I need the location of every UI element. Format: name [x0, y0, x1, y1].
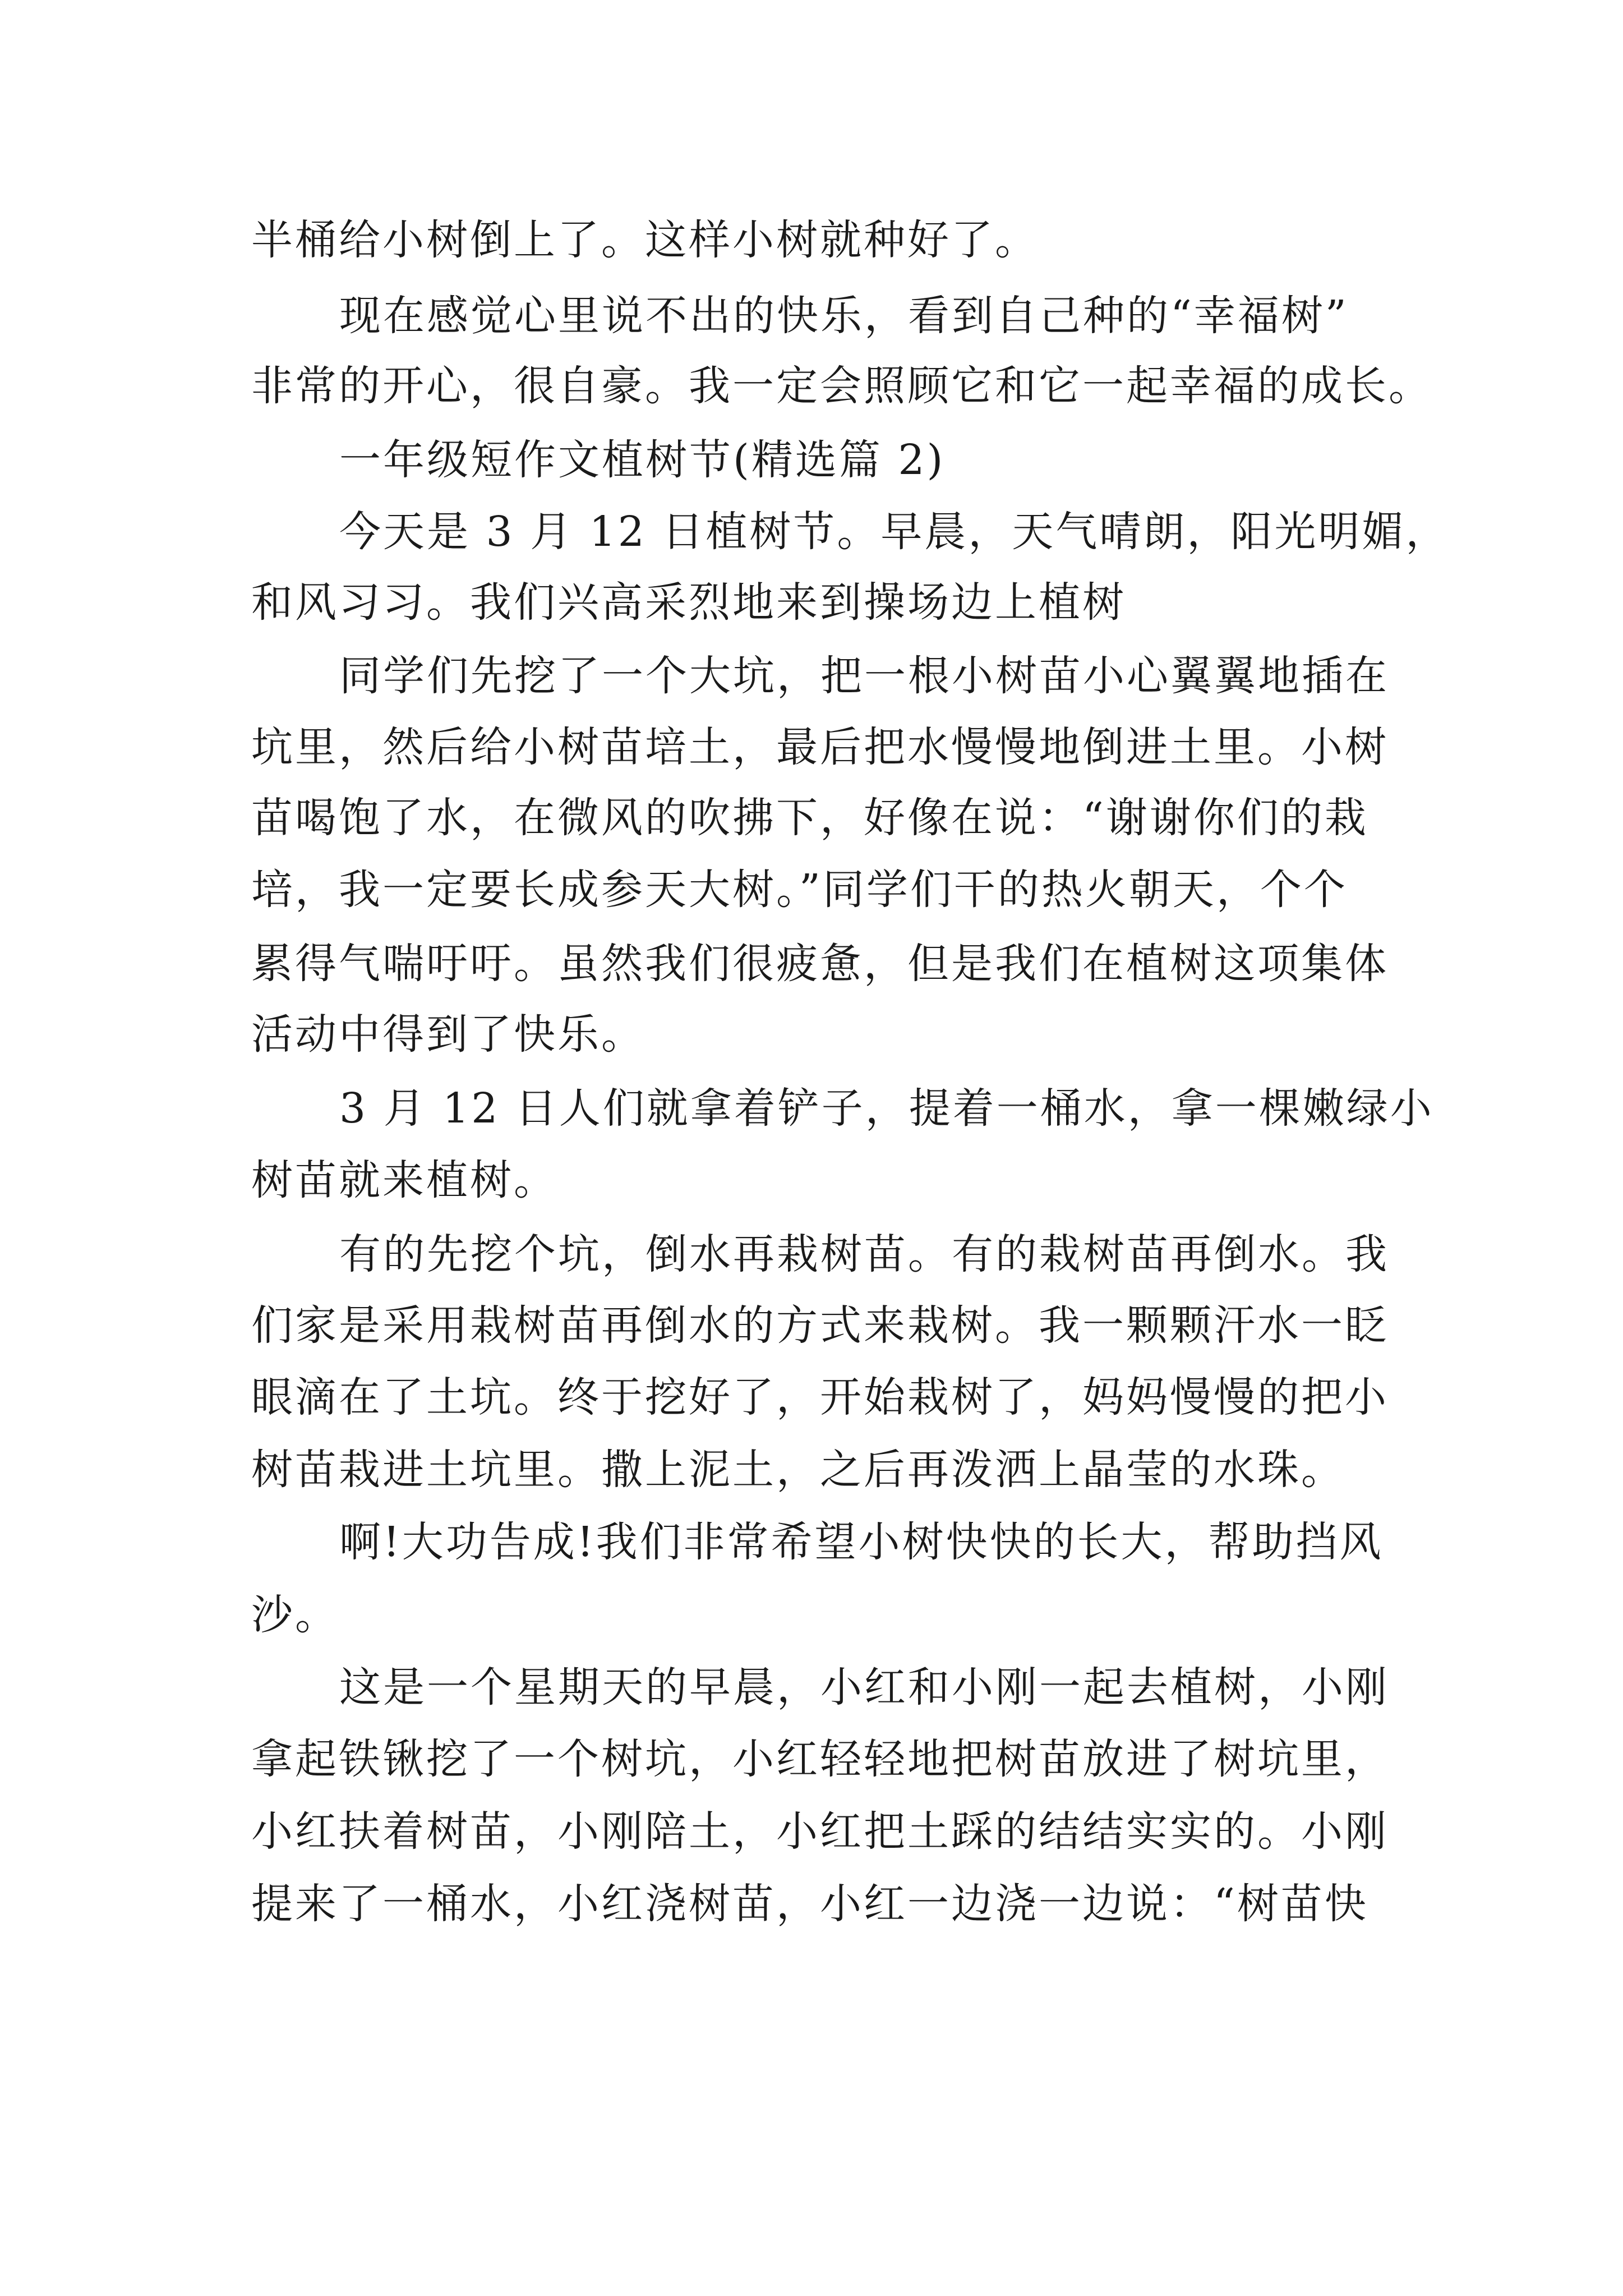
text-line: 坑里，然后给小树苗培土，最后把水慢慢地倒进土里。小树	[251, 723, 1389, 771]
text-line: 拿起铁锹挖了一个树坑，小红轻轻地把树苗放进了树坑里，	[251, 1735, 1389, 1783]
text-line: 和风习习。我们兴高采烈地来到操场边上植树	[251, 578, 1126, 627]
text-line: 现在感觉心里说不出的快乐，看到自己种的“幸福树”	[339, 292, 1349, 340]
text-line: 今天是 3 月 12 日植树节。早晨，天气晴朗，阳光明媚，	[339, 508, 1450, 556]
text-line: 半桶给小树倒上了。这样小树就种好了。	[251, 216, 1039, 264]
text-line: 树苗就来植树。	[251, 1156, 557, 1204]
text-line: 们家是采用栽树苗再倒水的方式来栽树。我一颗颗汗水一眨	[251, 1301, 1389, 1350]
text-line: 累得气喘吁吁。虽然我们很疲惫，但是我们在植树这项集体	[251, 940, 1389, 988]
text-line: 啊!大功告成!我们非常希望小树快快的长大，帮助挡风	[339, 1518, 1384, 1566]
section-heading: 一年级短作文植树节(精选篇 2)	[339, 436, 946, 484]
text-line: 沙。	[251, 1591, 339, 1639]
text-line: 同学们先挖了一个大坑，把一根小树苗小心翼翼地插在	[339, 652, 1389, 700]
text-line: 非常的开心，很自豪。我一定会照顾它和它一起幸福的成长。	[251, 362, 1432, 410]
text-line: 眼滴在了土坑。终于挖好了，开始栽树了，妈妈慢慢的把小	[251, 1373, 1389, 1421]
text-line: 这是一个星期天的早晨，小红和小刚一起去植树，小刚	[339, 1663, 1389, 1711]
text-line: 树苗栽进土坑里。撒上泥土，之后再泼洒上晶莹的水珠。	[251, 1446, 1345, 1494]
text-line: 提来了一桶水，小红浇树苗，小红一边浇一边说：“树苗快	[251, 1880, 1368, 1928]
text-line: 小红扶着树苗，小刚陪土，小红把土踩的结结实实的。小刚	[251, 1807, 1389, 1856]
text-line: 有的先挖个坑，倒水再栽树苗。有的栽树苗再倒水。我	[339, 1230, 1389, 1278]
text-line: 3 月 12 日人们就拿着铲子，提着一桶水，拿一棵嫩绿小	[339, 1084, 1434, 1133]
text-line: 苗喝饱了水，在微风的吹拂下，好像在说：“谢谢你们的栽	[251, 794, 1368, 842]
text-line: 培，我一定要长成参天大树。”同学们干的热火朝天，个个	[251, 866, 1348, 914]
text-line: 活动中得到了快乐。	[251, 1010, 645, 1059]
